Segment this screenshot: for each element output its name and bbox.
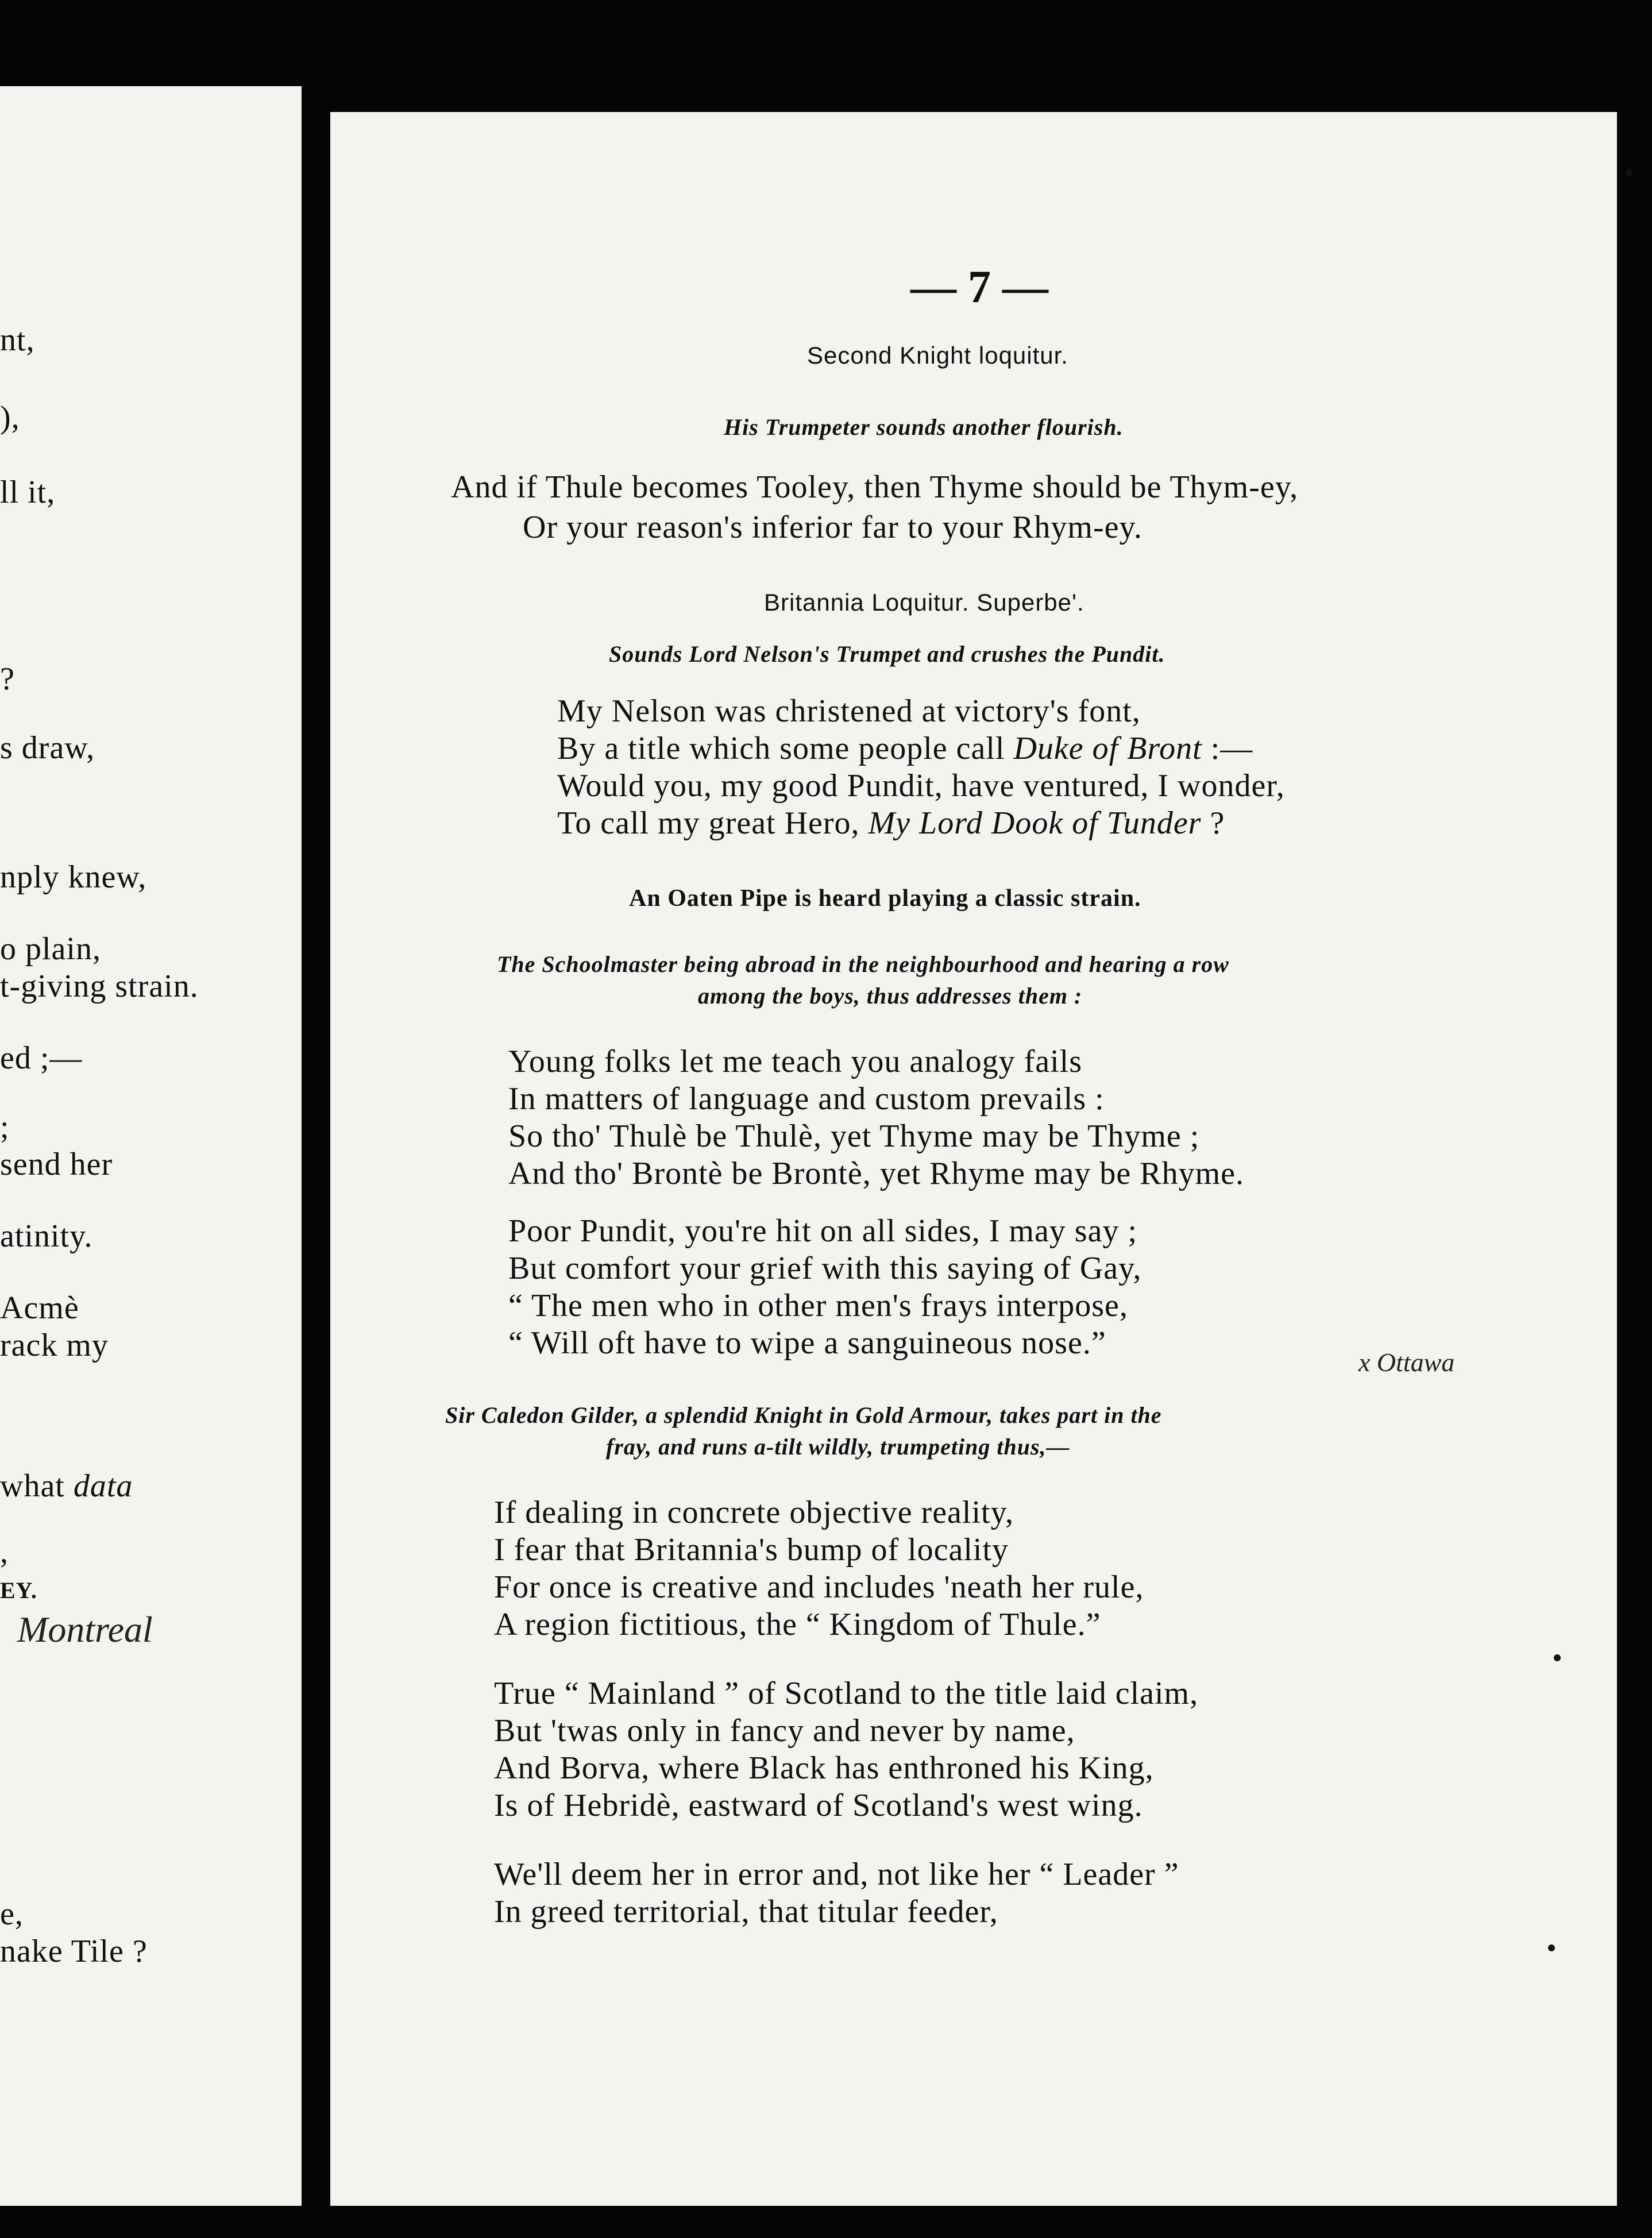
left-fragment: send her (0, 1147, 113, 1182)
verse-line: My Nelson was christened at victory's font, (557, 693, 1141, 729)
left-fragment: atinity. (0, 1218, 93, 1254)
verse-line: “ Will oft have to wipe a sanguineous nose.” (508, 1325, 1106, 1361)
verse-line: Young folks let me teach you analogy fails (508, 1044, 1083, 1079)
left-fragment: nply knew, (0, 859, 147, 895)
verse-line: Would you, my good Pundit, have ventured, I wonder, (557, 768, 1285, 804)
stage-direction: Sounds Lord Nelson's Trumpet and crushes the Pundit. (609, 641, 1165, 667)
scan-speck (1554, 1654, 1561, 1661)
verse-line: And if Thule becomes Tooley, then Thyme should be Thym-ey, (451, 469, 1299, 505)
left-fragment: ? (0, 661, 15, 697)
right-page (330, 112, 1617, 2206)
left-fragment: t-giving strain. (0, 968, 199, 1004)
stage-direction: The Schoolmaster being abroad in the neighbourhood and hearing a row (497, 951, 1229, 977)
left-fragment: ed ;— (0, 1040, 83, 1076)
verse-line: In matters of language and custom prevails : (508, 1081, 1105, 1117)
section-heading: An Oaten Pipe is heard playing a classic strain. (629, 885, 1141, 912)
verse-line: I fear that Britannia's bump of locality (494, 1532, 1009, 1568)
left-fragment: , (0, 1534, 9, 1570)
verse-line: To call my great Hero, My Lord Dook of Tunder ? (557, 805, 1225, 841)
stage-direction: His Trumpeter sounds another flourish. (724, 414, 1124, 440)
scan-speck (1626, 169, 1632, 176)
left-fragment: ; (0, 1109, 10, 1145)
verse-line: Is of Hebridè, eastward of Scotland's west wing. (494, 1788, 1143, 1823)
section-heading: Second Knight loquitur. (807, 342, 1068, 369)
left-fragment: e, (0, 1896, 24, 1932)
left-fragment: ll it, (0, 474, 56, 510)
stage-direction: among the boys, thus addresses them : (698, 983, 1083, 1009)
page-number: — 7 — (910, 262, 1048, 312)
verse-line: We'll deem her in error and, not like her “ Leader ” (494, 1857, 1179, 1892)
left-fragment: s draw, (0, 730, 95, 766)
left-fragment: ), (0, 400, 20, 435)
left-fragment: nt, (0, 322, 35, 358)
verse-line: A region fictitious, the “ Kingdom of Thule.” (494, 1607, 1101, 1642)
verse-line: Poor Pundit, you're hit on all sides, I may say ; (508, 1213, 1138, 1249)
left-fragment: o plain, (0, 931, 101, 967)
left-signature-fragment: EY. (0, 1577, 37, 1603)
scan-speck (1548, 1944, 1555, 1951)
verse-line: “ The men who in other men's frays interpose, (508, 1288, 1128, 1323)
verse-line: In greed territorial, that titular feeder, (494, 1894, 998, 1930)
verse-line: So tho' Thulè be Thulè, yet Thyme may be Thyme ; (508, 1118, 1200, 1154)
verse-line: And Borva, where Black has enthroned his King, (494, 1750, 1154, 1786)
handwritten-note-ottawa: x Ottawa (1358, 1348, 1455, 1377)
verse-line: And tho' Brontè be Brontè, yet Rhyme may be Rhyme. (508, 1156, 1244, 1191)
left-fragment: what data (0, 1468, 133, 1504)
verse-line: By a title which some people call Duke of Bront :— (557, 731, 1253, 766)
section-heading: Britannia Loquitur. Superbe'. (764, 589, 1084, 616)
verse-line: True “ Mainland ” of Scotland to the title laid claim, (494, 1676, 1199, 1711)
stage-direction: Sir Caledon Gilder, a splendid Knight in Gold Armour, takes part in the (445, 1402, 1162, 1428)
verse-line: But 'twas only in fancy and never by name, (494, 1713, 1075, 1749)
verse-line: But comfort your grief with this saying of Gay, (508, 1251, 1142, 1286)
left-page (0, 86, 302, 2206)
left-fragment: nake Tile ? (0, 1934, 148, 1969)
left-fragment: rack my (0, 1328, 109, 1363)
stage-direction: fray, and runs a-tilt wildly, trumpeting thus,— (606, 1434, 1070, 1460)
handwritten-note-montreal: Montreal (17, 1609, 153, 1650)
left-fragment: Acmè (0, 1290, 79, 1326)
verse-line: If dealing in concrete objective reality, (494, 1495, 1014, 1530)
verse-line: For once is creative and includes 'neath her rule, (494, 1569, 1144, 1605)
verse-line: Or your reason's inferior far to your Rhym-ey. (523, 510, 1142, 545)
